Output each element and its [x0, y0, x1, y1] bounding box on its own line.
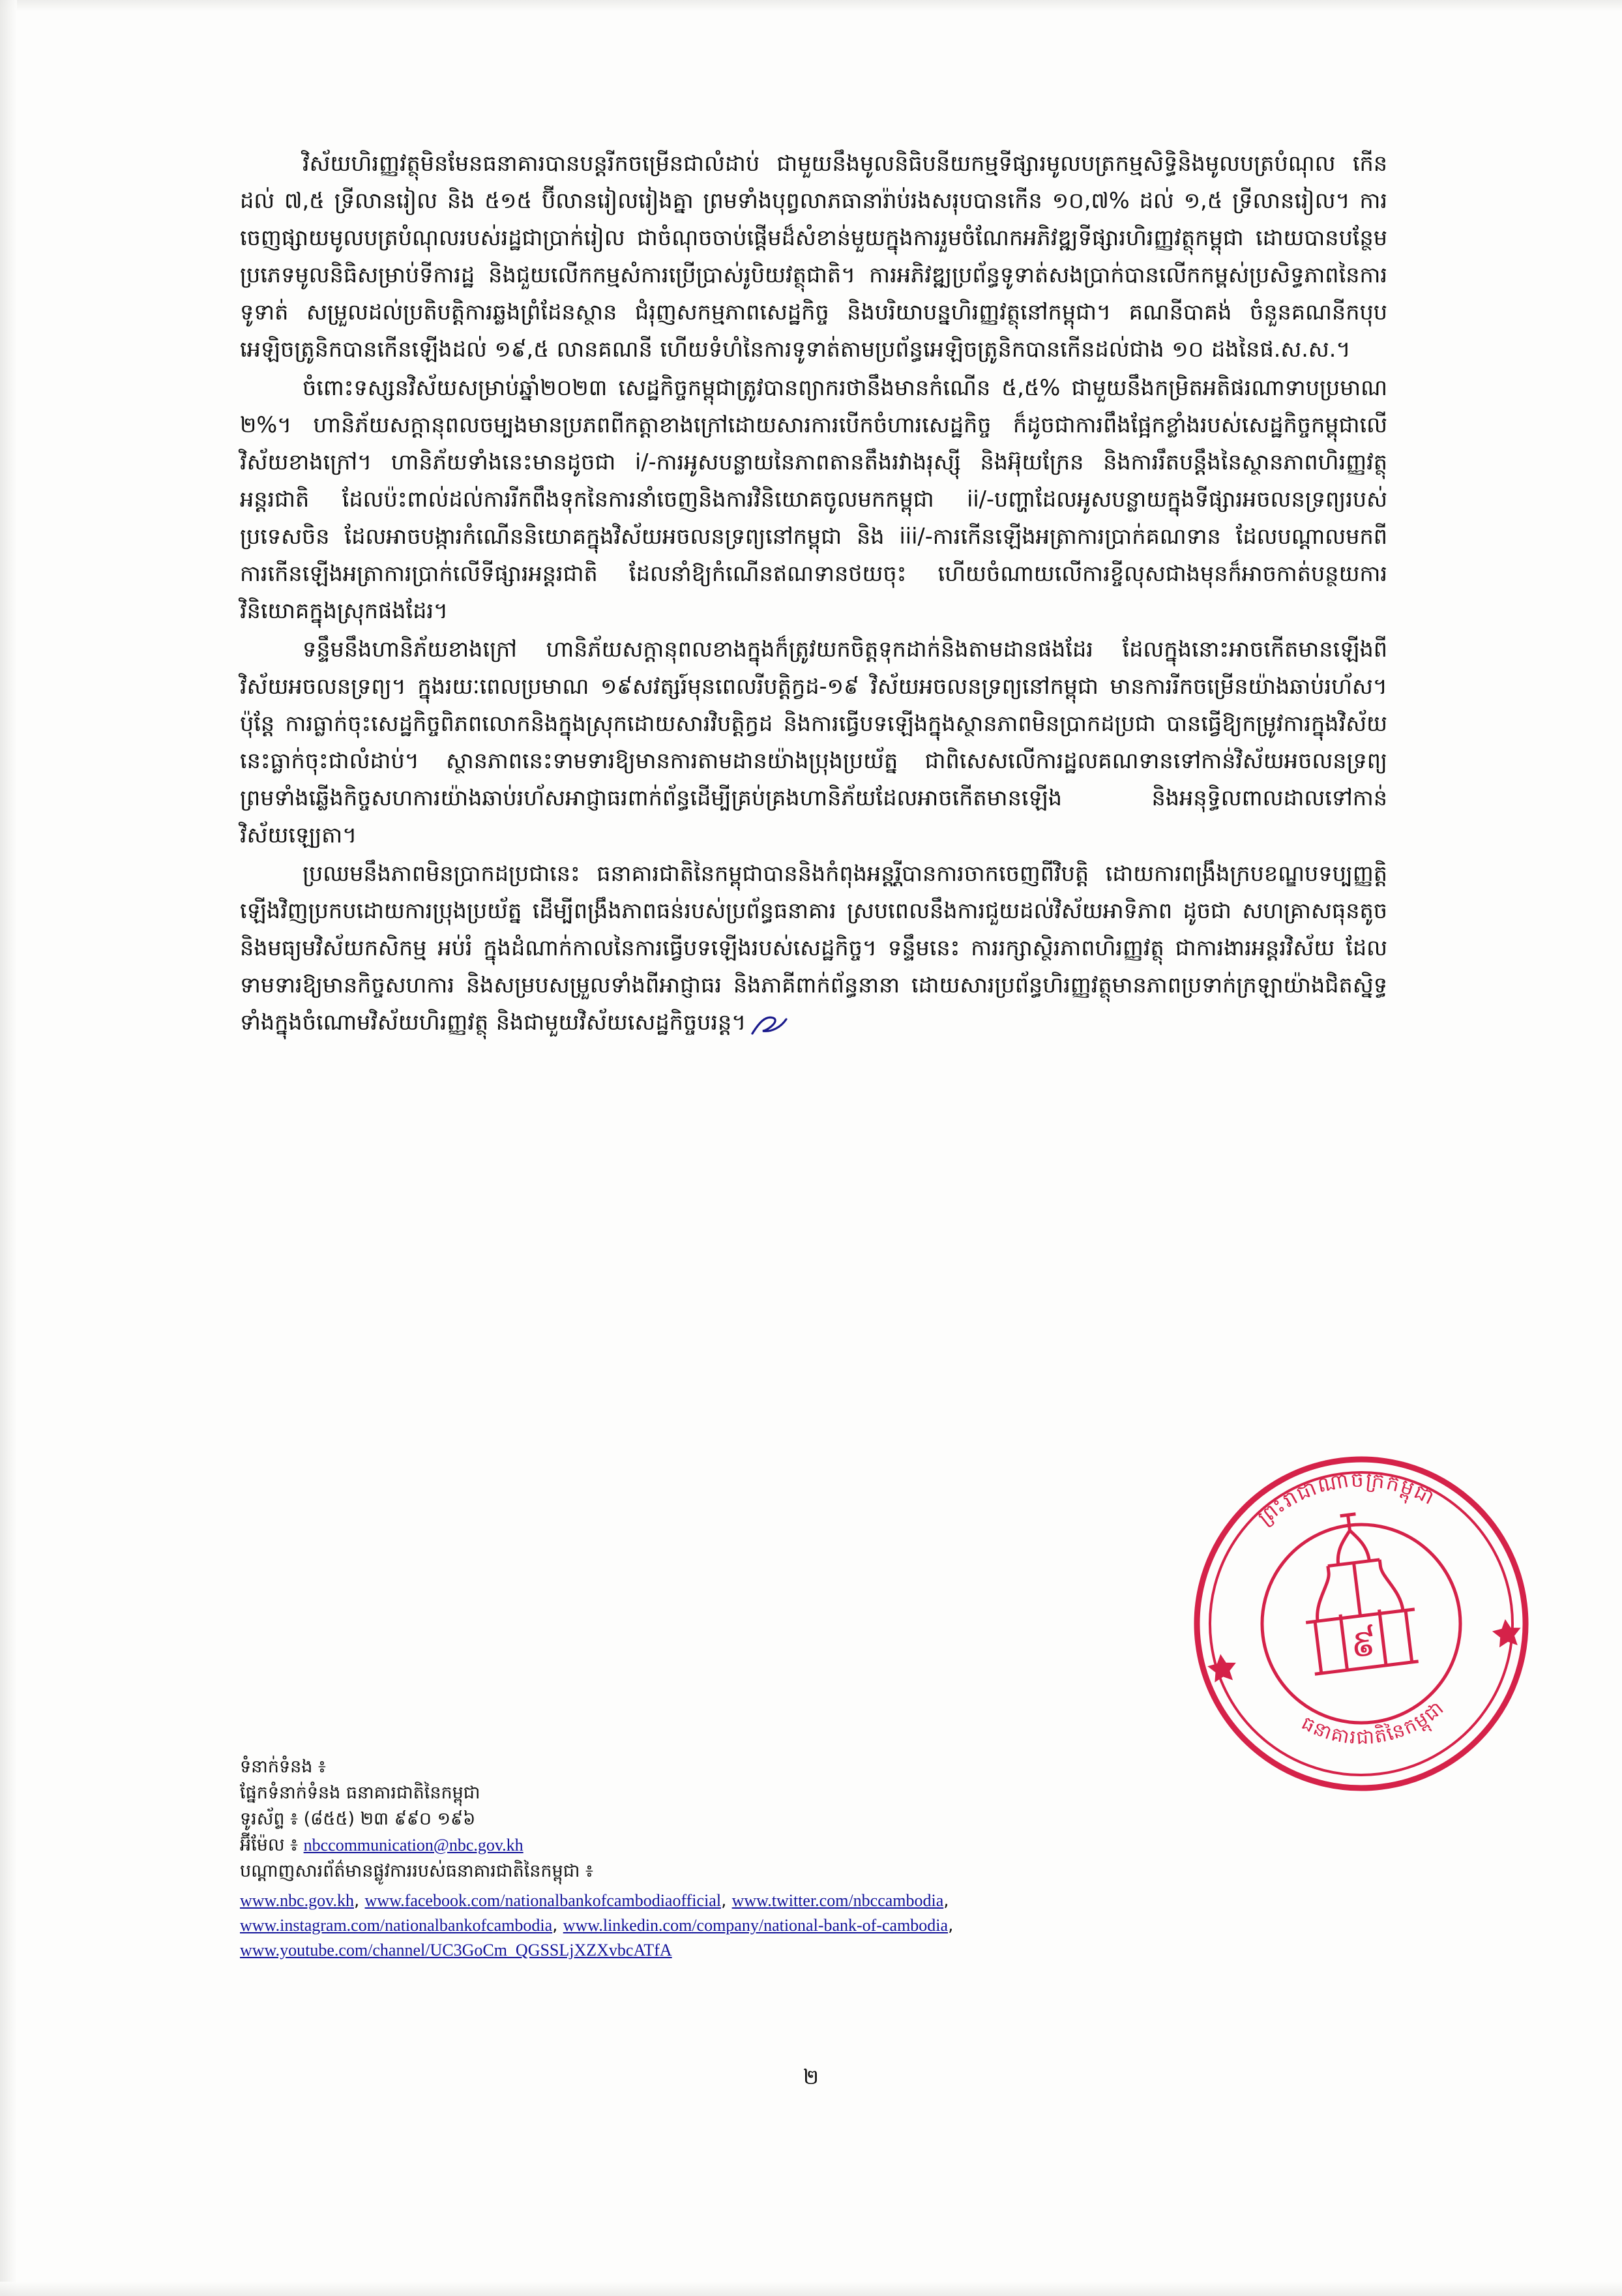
official-links: [240, 1888, 1218, 1963]
link-website[interactable]: www.nbc.gov.kh: [240, 1891, 354, 1910]
link-instagram[interactable]: www.instagram.com/nationalbankofcambodia: [240, 1916, 553, 1935]
signature-initial-icon: [750, 1015, 784, 1032]
contact-block: [240, 1754, 1218, 1963]
contact-email-link[interactable]: nbccommunication@nbc.gov.kh: [303, 1836, 523, 1855]
paragraph-4: [240, 855, 1387, 1041]
contact-phone-label: ទូរស័ព្ទ ៖: [240, 1809, 299, 1829]
scan-edge-top: [0, 0, 1622, 12]
link-separator-3: ,: [943, 1891, 949, 1911]
contact-email-label: អ៊ីម៉ែល ៖: [240, 1835, 299, 1855]
link-linkedin[interactable]: www.linkedin.com/company/national-bank-of-cambodia: [563, 1916, 949, 1935]
link-separator-2: ,: [721, 1891, 732, 1911]
link-separator-1: ,: [354, 1891, 365, 1911]
links-row-3: [240, 1938, 1218, 1963]
paragraph-2: ចំពោះទស្សនវិស័យសម្រាប់ឆ្នាំ២០២៣ សេដ្ឋកិច្ចកម្ពុជាត្រូវបានព្យាករថានឹងមានកំណើន ៥,៥% ជាមួយនឹងកម្រិតអតិផរណាទាបប្រមាណ ២%។ ហានិភ័យសក្តានុពលចម្បងមានប្រភពពីកត្តាខាងក្រៅដោយសារការបើកចំហារសេដ្ឋកិច្ច ក៏ដូចជាការពឹងផ្អែកខ្លាំងរបស់សេដ្ឋកិច្ចកម្ពុជាលើវិស័យខាងក្រៅ។ ហានិភ័យទាំងនេះមានដូចជា i/-ការអូសបន្លាយនៃភាពតានតឹងរវាងរុស្ស៊ី និងអ៊ុយក្រែន និងការរឹតបន្តឹងនៃស្ថានភាពហិរញ្ញវត្ថុអន្តរជាតិ ដែលប៉ះពាល់ដល់ការរីកពឹងទុកនៃការនាំចេញនិងការវិនិយោគចូលមកកម្ពុជា ii/-បញ្ហាដែលអូសបន្លាយក្នុងទីផ្សារអចលនទ្រព្យរបស់ប្រទេសចិន ដែលអាចបង្ការកំណើននិយោគក្នុងវិស័យអចលនទ្រព្យនៅកម្ពុជា និង iii/-ការកើនឡើងអត្រាការប្រាក់គណទាន ដែលបណ្ដាលមកពីការកើនឡើងអត្រាការប្រាក់លើទីផ្សារអន្តរជាតិ ដែលនាំឱ្យកំណើនឥណទានថយចុះ ហើយចំណាយលើការខ្ចីលុសជាងមុនក៏អាចកាត់បន្ថយការវិនិយោគក្នុងស្រុកផងដែរ។: [240, 375, 1387, 623]
contact-heading: ទំនាក់ទំនង ៖: [240, 1757, 326, 1777]
link-separator-5: ,: [948, 1916, 954, 1935]
paragraph-4-text: ប្រឈមនឹងភាពមិនប្រាកដប្រជានេះ ធនាគារជាតិនៃកម្ពុជាបាននិងកំពុងអន្តរ្តីបានការចាកចេញពីវិបត្តិ ដោយការពង្រឹងក្របខណ្ឌបទប្បញ្ញត្តិឡើងវិញប្រកបដោយការប្រុងប្រយ័ត្ន ដើម្បីពង្រឹងភាពធន់របស់ប្រព័ន្ធធនាគារ ស្របពេលនឹងការជួយដល់វិស័យអាទិភាព ដូចជា សហគ្រាសធុនតូចនិងមធ្យមវិស័យកសិកម្ម អប់រំ ក្នុងដំណាក់កាលនៃការធ្វើបទឡើងរបស់សេដ្ឋកិច្ច។ ទន្ទឹមនេះ ការរក្សាស្ថិរភាពហិរញ្ញវត្ថុ ជាការងារអន្តរវិស័យ ដែលទាមទារឱ្យមានកិច្ចសហការ និងសម្របសម្រួលទាំងពីអាជ្ញាធរ និងភាគីពាក់ព័ន្ធនានា ដោយសារប្រព័ន្ធហិរញ្ញវត្ថុមានភាពប្រទាក់ក្រឡាយ៉ាងជិតស្និទ្ធទាំងក្នុងចំណោមវិស័យហិរញ្ញវត្ថុ និងជាមួយវិស័យសេដ្ឋកិច្ចបរន្ត។: [240, 861, 1387, 1035]
links-row-1: [240, 1888, 1218, 1913]
links-row-2: [240, 1913, 1218, 1938]
link-facebook[interactable]: www.facebook.com/nationalbankofcambodiaofficial: [364, 1891, 722, 1910]
contact-phone: [240, 1806, 1218, 1832]
svg-text:ធនាគារជាតិនៃកម្ពុជា: ធនាគារជាតិនៃកម្ពុជា: [1298, 1695, 1449, 1749]
scan-edge-left: [0, 0, 17, 2296]
link-twitter[interactable]: www.twitter.com/nbccambodia: [731, 1891, 944, 1910]
contact-department: ផ្នែកទំនាក់ទំនង ធនាគារជាតិនៃកម្ពុជា: [240, 1783, 480, 1803]
svg-text:ព្រះរាជាណាចក្រកម្ពុជា: ព្រះរាជាណាចក្រកម្ពុជា: [1253, 1468, 1439, 1530]
contact-more-info-label: បណ្តាញសារព័ត៌មានផ្លូវការរបស់ធនាគារជាតិនៃកម្ពុជា ៖: [240, 1861, 593, 1881]
document-body: [240, 145, 1387, 1041]
paragraph-3: ទន្ទឹមនឹងហានិភ័យខាងក្រៅ ហានិភ័យសក្ដានុពលខាងក្នុងក៏ត្រូវយកចិត្តទុកដាក់និងតាមដានផងដែរ ដែលក្នុងនោះអាចកើតមានឡើងពីវិស័យអចលនទ្រព្យ។ ក្នុងរយៈពេលប្រមាណ ១៩សវត្សរ៍មុនពេលរីបត្តិក្វដ-១៩ វិស័យអចលនទ្រព្យនៅកម្ពុជា មានការរីកចម្រើនយ៉ាងឆាប់រហ័ស។ ប៉ុន្តែ ការធ្លាក់ចុះសេដ្ឋកិច្ចពិភពលោកនិងក្នុងស្រុកដោយសារវិបត្តិក្វដ និងការធ្វើបទឡើងក្នុងស្ថានភាពមិនប្រាកដប្រជា បានធ្វើឱ្យកម្រូវការក្នុងវិស័យនេះធ្លាក់ចុះជាលំដាប់។ ស្ថានភាពនេះទាមទារឱ្យមានការតាមដានយ៉ាងប្រុងប្រយ័ត្ន ជាពិសេសលើការដ្ឋលគណទានទៅកាន់វិស័យអចលនទ្រព្យ ព្រមទាំងឆ្លើងកិច្ចសហការយ៉ាងឆាប់រហ័សអាជ្ញាធរពាក់ព័ន្ធដើម្បីគ្រប់គ្រងហានិភ័យដែលអាចកើតមានឡើង និងអនុទ្ធិលពាលដាលទៅកាន់វិស័យឡេ្យតា។: [240, 636, 1387, 848]
link-separator-4: ,: [552, 1916, 563, 1935]
paragraph-1: វិស័យហិរញ្ញវត្ថុមិនមែនធនាគារបានបន្តរីកចម្រើនជាលំដាប់ ជាមួយនឹងមូលនិធិបនីយកម្មទីផ្សារមូលបត្រកម្មសិទ្ធិនិងមូលបត្របំណុល កើនដល់ ៧,៥ ទ្រីលានរៀល និង ៥១៥ ប៊ីលានរៀលរៀងគ្នា ព្រមទាំងបុព្វលាភធានារ៉ាប់រងសរុបបានកើន ១០,៧% ដល់ ១,៥ ទ្រីលានរៀល។ ការចេញផ្សាយមូលបត្របំណុលរបស់រដ្ឋជាប្រាក់រៀល ជាចំណុចចាប់ផ្ដើមដ៏សំខាន់មួយក្នុងការរួមចំណែកអភិវឌ្ឍទីផ្សារហិរញ្ញវត្ថុកម្ពុជា ដោយបានបន្ថែមប្រភេទមូលនិធិសម្រាប់ទីការដ្ឋ និងជួយលើកកម្មសំការប្រើប្រាស់រូបិយវត្ថុជាតិ។ ការអភិវឌ្ឍប្រព័ន្ធទូទាត់សងប្រាក់បានលើកកម្ពស់ប្រសិទ្ធភាពនៃការទូទាត់ សម្រួលដល់ប្រតិបត្តិការឆ្លងព្រំដែនស្ថាន ជំរុញសកម្មភាពសេដ្ឋកិច្ច និងបរិយាបន្នហិរញ្ញវត្ថុនៅកម្ពុជា។ គណនីបាគង់ ចំនួនគណនីកបុប អេឡិចត្រូនិកបានកើនឡើងដល់ ១៩,៥ លានគណនី ហើយទំហំនៃការទូទាត់តាមប្រព័ន្ធអេឡិចត្រូនិកបានកើនដល់ជាង ១០ ដងនៃផ.ស.ស.។: [240, 151, 1387, 362]
link-youtube[interactable]: www.youtube.com/channel/UC3GoCm_QGSSLjXZXvbcATfA: [240, 1941, 672, 1960]
svg-text:៩: ៩: [1348, 1619, 1380, 1667]
scan-edge-bottom: [0, 2282, 1622, 2296]
contact-phone-value: (៨៥៥) ២៣ ៩៩០ ១៩៦: [303, 1809, 476, 1829]
page-number: ២: [803, 2065, 819, 2089]
contact-email: [240, 1832, 1218, 1858]
